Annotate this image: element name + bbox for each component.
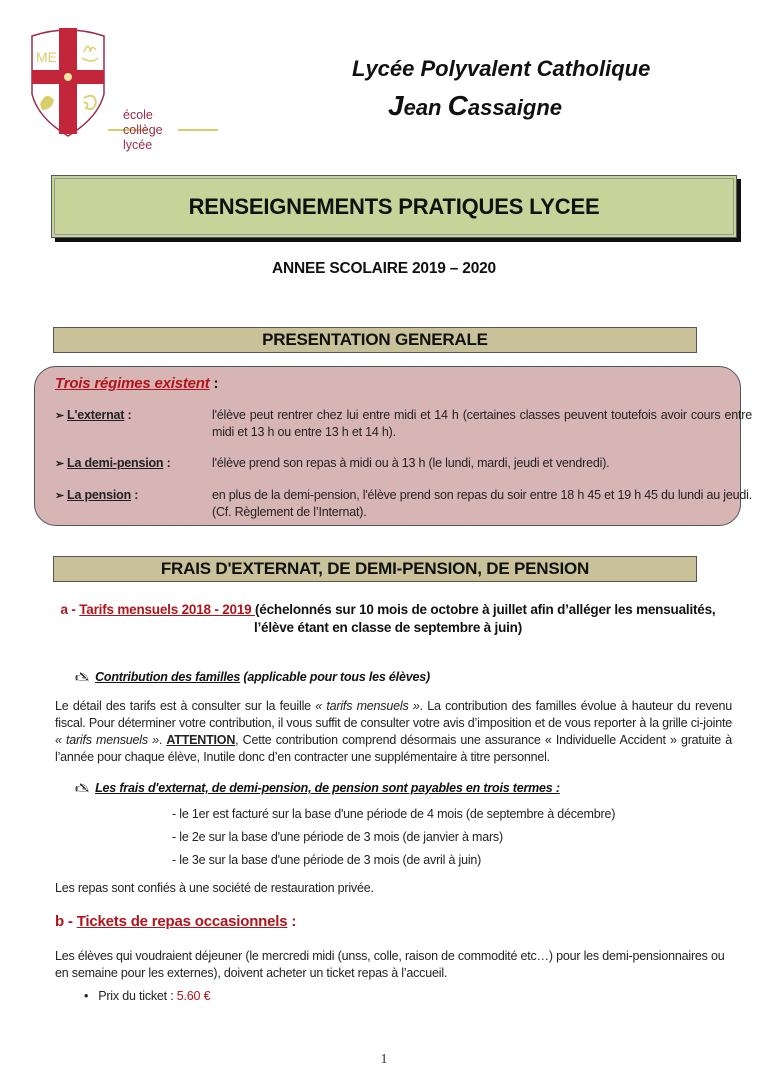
ticket-price-item	[84, 989, 210, 1003]
tarifs-title: Tarifs mensuels 2018 - 2019	[79, 602, 255, 617]
term-item: - le 3e sur la base d'une période de 3 mois (de avril à juin)	[172, 853, 482, 867]
text: , Cette contribution comprend désormais une assurance « Individuelle Accident » gratuite à l’année pour chaque élève, Inutile donc d’en contracter une supplémentaire à titre personnel.	[55, 733, 732, 764]
regime-label	[55, 407, 132, 425]
school-logo	[28, 26, 198, 161]
page-title: RENSEIGNEMENTS PRATIQUES LYCEE	[188, 193, 600, 219]
regime-description: l'élève peut rentrer chez lui entre midi et 14 h (certaines classes peuvent toutefois avoir cours entre midi et 13 h ou entre 13 h et 14 h).	[212, 408, 752, 439]
text: .	[158, 733, 167, 747]
svg-text:ME: ME	[36, 49, 57, 65]
contribution-heading-text: Contribution des familles	[95, 670, 241, 684]
tarifs-prefix: a -	[60, 602, 80, 617]
hand-pointer-icon: 🖎	[75, 670, 90, 684]
regime-label-text: L'externat	[67, 408, 125, 422]
tickets-prefix: b -	[55, 913, 77, 930]
term-item: - le 1er est facturé sur la base d'une période de 4 mois (de septembre à décembre)	[172, 807, 616, 821]
tickets-heading	[55, 913, 296, 930]
section-presentation-header: PRESENTATION GENERALE	[53, 327, 697, 353]
termes-heading	[75, 779, 560, 800]
colon: :	[163, 456, 171, 470]
colon: :	[209, 375, 219, 392]
hand-pointer-icon: 🖎	[75, 781, 90, 795]
regime-label-text: La pension	[67, 488, 132, 502]
logo-lycee: lycée	[123, 138, 153, 152]
crest-icon	[28, 26, 108, 138]
initial-j: J	[388, 90, 404, 121]
tarifs-note: (échelonnés sur 10 mois de octobre à juillet afin d’alléger les mensualités, l’élève étant en classe de septembre à juin)	[253, 602, 716, 635]
text-italic: « tarifs mensuels »	[315, 699, 420, 713]
price-value: 5.60 €	[176, 989, 211, 1003]
regime-label	[55, 487, 138, 505]
contribution-paragraph	[55, 698, 732, 766]
regime-label-text: La demi-pension	[67, 456, 164, 470]
text: Le détail des tarifs est à consulter sur la feuille	[55, 699, 316, 713]
regime-description: en plus de la demi-pension, l'élève prend son repas du soir entre 18 h 45 et 19 h 45 du lundi au jeudi. (Cf. Règlement de l’Internat).	[212, 488, 752, 519]
logo-college: collège	[123, 123, 163, 137]
regime-description: l'élève prend son repas à midi ou à 13 h (le lundi, mardi, jeudi et vendredi).	[212, 456, 610, 470]
arrow-icon: ➢	[55, 490, 65, 502]
regimes-title	[55, 375, 218, 392]
contribution-heading	[75, 668, 430, 689]
regime-label	[55, 455, 171, 473]
tarifs-heading	[48, 601, 728, 637]
colon: :	[131, 488, 139, 502]
name-part: assaigne	[467, 95, 563, 120]
arrow-icon: ➢	[55, 410, 65, 422]
tickets-paragraph: Les élèves qui voudraient déjeuner (le mercredi midi (unss, colle, raison de commodité etc…) pour les demi-pensionnaires ou en semaine pour les externes), doivent acheter un ticket repas à l’accueil.	[55, 949, 725, 980]
school-year: ANNEE SCOLAIRE 2019 – 2020	[272, 260, 496, 277]
logo-divider	[178, 129, 218, 131]
regimes-box	[34, 366, 752, 526]
school-name-line1: Lycée Polyvalent Catholique	[352, 56, 651, 81]
name-part: ean	[403, 95, 448, 120]
initial-c: C	[447, 90, 468, 121]
school-name-line2	[388, 90, 562, 122]
colon: :	[124, 408, 132, 422]
contribution-heading-suffix: (applicable pour tous les élèves)	[240, 670, 430, 684]
main-title-box	[51, 175, 737, 238]
section-frais-header: FRAIS D'EXTERNAT, DE DEMI-PENSION, DE PENSION	[53, 556, 697, 582]
bullet-icon: •	[84, 989, 89, 1003]
price-label: Prix du ticket :	[98, 989, 177, 1003]
regimes-title-text: Trois régimes existent	[55, 375, 210, 392]
term-item: - le 2e sur la base d'une période de 3 mois (de janvier à mars)	[172, 830, 503, 844]
termes-heading-text: Les frais d'externat, de demi-pension, de pension sont payables en trois termes :	[95, 781, 560, 795]
logo-ecole: école	[123, 108, 153, 122]
text-italic: « tarifs mensuels »	[55, 733, 159, 747]
logo-school-types	[123, 108, 163, 153]
repas-note: Les repas sont confiés à une société de restauration privée.	[55, 881, 374, 895]
text: . La contribution des familles évolue à hauteur du revenu fiscal. Pour déterminer votre contribution, il vous suffit de consulter votre avis d’imposition et de vous reporter à la grille ci-jointe	[55, 699, 733, 730]
attention-label: ATTENTION	[166, 733, 236, 747]
tickets-heading-text: Tickets de repas occasionnels	[76, 913, 288, 930]
colon: :	[287, 913, 297, 930]
arrow-icon: ➢	[55, 458, 65, 470]
page-number: 1	[380, 1052, 388, 1067]
